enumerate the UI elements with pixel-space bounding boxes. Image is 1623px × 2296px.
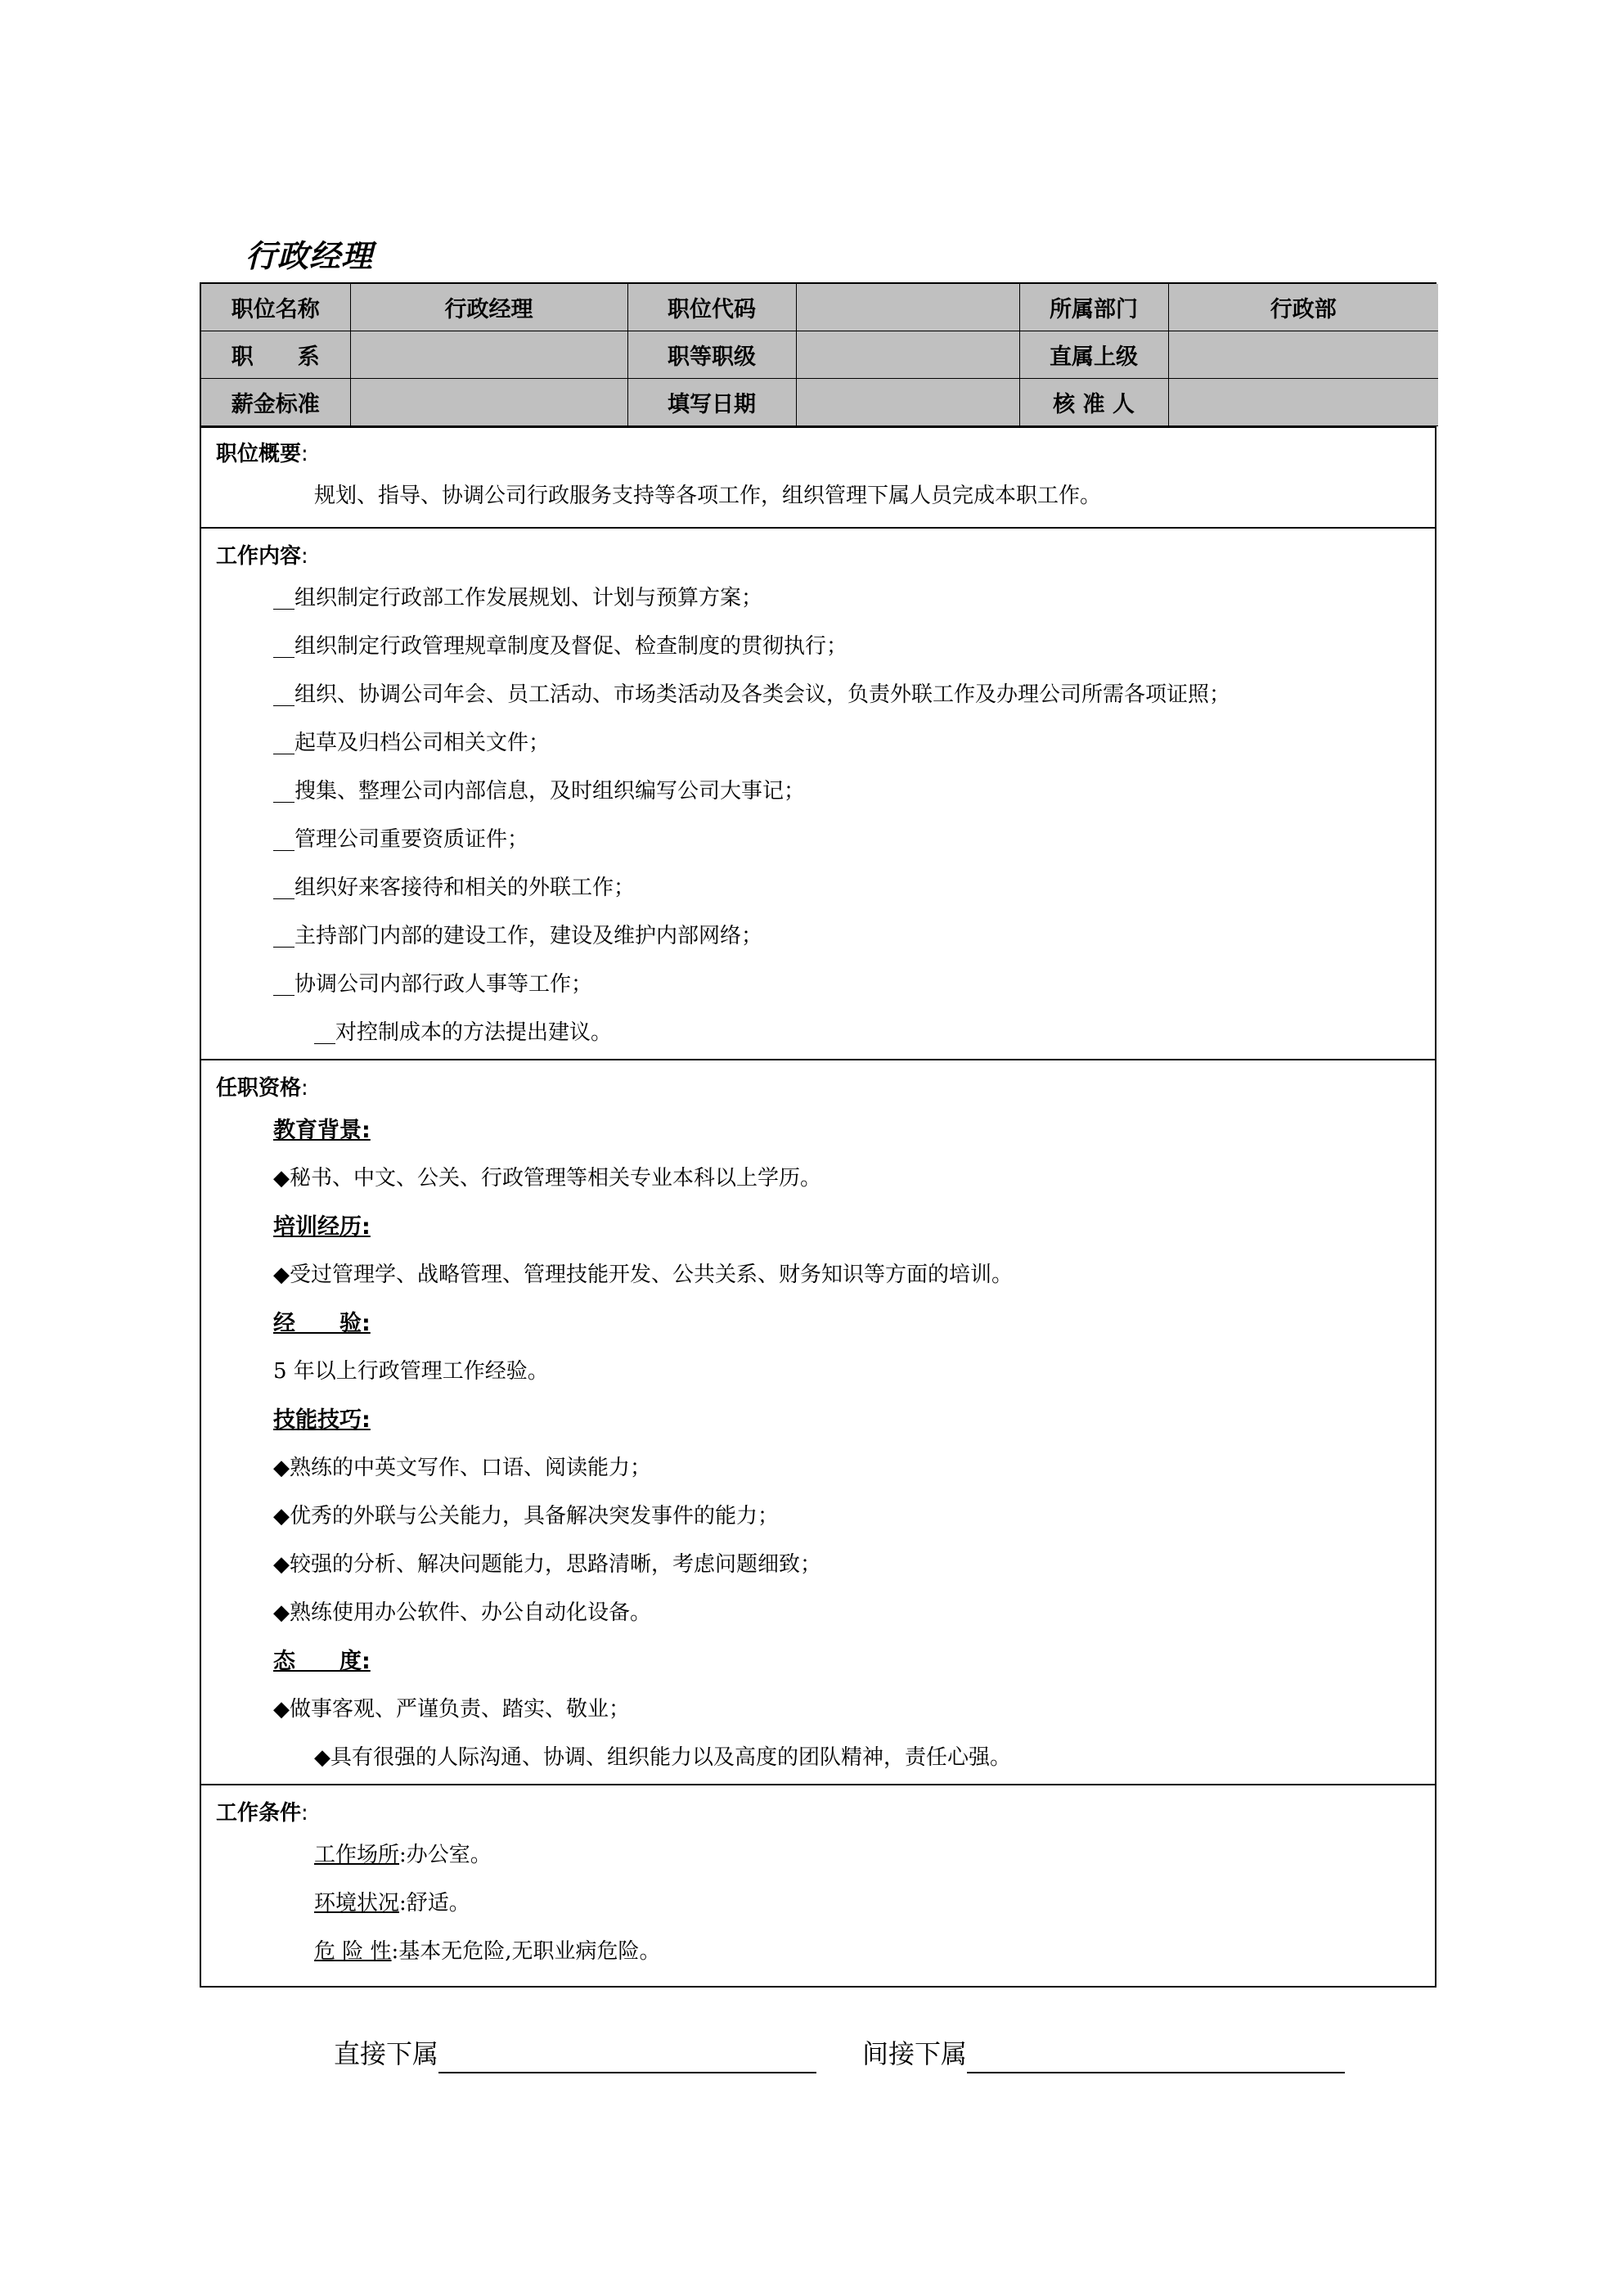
label-position-name: 职位名称 — [201, 284, 350, 331]
value-fill-date — [796, 379, 1019, 426]
value-supervisor — [1168, 331, 1438, 379]
condition-item: 工作场所:办公室。 — [314, 1843, 492, 1867]
header-row — [201, 284, 1438, 331]
condition-item: 环境状况:舒适。 — [314, 1891, 470, 1916]
education-text: ◆秘书、中文、公关、行政管理等相关专业本科以上学历。 — [273, 1166, 821, 1191]
attitude-item: ◆做事客观、严谨负责、踏实、敬业； — [273, 1697, 630, 1722]
section-title: 任职资格: — [216, 1076, 308, 1101]
label-approver: 核 准 人 — [1019, 379, 1168, 426]
training-text: ◆受过管理学、战略管理、管理技能开发、公共关系、财务知识等方面的培训。 — [273, 1263, 1013, 1287]
skill-item: ◆熟练的中英文写作、口语、阅读能力； — [273, 1456, 651, 1480]
duty-item: __起草及归档公司相关文件； — [273, 731, 551, 755]
value-department: 行政部 — [1168, 284, 1438, 331]
value-grade — [796, 331, 1019, 379]
duty-item: __管理公司重要资质证件； — [273, 827, 529, 852]
label-position-code: 职位代码 — [627, 284, 796, 331]
duty-item: __组织、协调公司年会、员工活动、市场类活动及各类会议，负责外联工作及办理公司所需各项证照； — [273, 682, 1231, 707]
label-fill-date: 填写日期 — [627, 379, 796, 426]
condition-item: 危 险 性:基本无危险,无职业病危险。 — [314, 1939, 661, 1964]
attitude-heading: 态 度: — [273, 1649, 371, 1674]
indirect-subordinates-field[interactable] — [967, 2039, 1345, 2073]
skill-item: ◆优秀的外联与公关能力，具备解决突发事件的能力； — [273, 1504, 779, 1528]
direct-subordinates-field[interactable] — [438, 2039, 816, 2073]
skill-item: ◆较强的分析、解决问题能力，思路清晰，考虑问题细致； — [273, 1552, 821, 1577]
label-department: 所属部门 — [1019, 284, 1168, 331]
training-heading: 培训经历: — [273, 1214, 371, 1240]
label-job-family: 职 系 — [201, 331, 350, 379]
section-title: 工作条件: — [216, 1801, 308, 1826]
indirect-subordinates-label: 间接下属 — [862, 2038, 968, 2069]
section-summary — [201, 426, 1435, 527]
label-grade: 职等职级 — [627, 331, 796, 379]
value-job-family — [350, 331, 627, 379]
skill-item: ◆熟练使用办公软件、办公自动化设备。 — [273, 1600, 651, 1625]
duty-item: __组织制定行政管理规章制度及督促、检查制度的贯彻执行； — [273, 634, 848, 659]
header-row — [201, 379, 1438, 426]
attitude-item: ◆具有很强的人际沟通、协调、组织能力以及高度的团队精神，责任心强。 — [314, 1745, 1011, 1770]
section-conditions — [201, 1784, 1435, 1986]
job-description-table — [200, 282, 1436, 1988]
section-qualifications — [201, 1059, 1435, 1784]
duty-item: __组织好来客接待和相关的外联工作； — [273, 876, 636, 900]
label-salary: 薪金标准 — [201, 379, 350, 426]
duty-item: __对控制成本的方法提出建议。 — [314, 1020, 613, 1045]
subordinates-footer — [334, 2029, 1345, 2078]
duty-item: __搜集、整理公司内部信息，及时组织编写公司大事记； — [273, 779, 806, 804]
value-position-code — [796, 284, 1019, 331]
value-approver — [1168, 379, 1438, 426]
duty-item: __组织制定行政部工作发展规划、计划与预算方案； — [273, 586, 763, 610]
value-position-name: 行政经理 — [350, 284, 627, 331]
summary-text: 规划、指导、协调公司行政服务支持等各项工作，组织管理下属人员完成本职工作。 — [314, 484, 1102, 508]
section-title: 职位概要: — [216, 442, 308, 466]
experience-heading: 经 验: — [273, 1311, 371, 1336]
experience-text: 5 年以上行政管理工作经验。 — [273, 1359, 549, 1384]
skills-heading: 技能技巧: — [273, 1407, 371, 1433]
direct-subordinates-label: 直接下属 — [334, 2038, 439, 2069]
header-row — [201, 331, 1438, 379]
duty-item: __主持部门内部的建设工作，建设及维护内部网络； — [273, 924, 763, 948]
duty-item: __协调公司内部行政人事等工作； — [273, 972, 593, 997]
header-grid — [201, 284, 1438, 426]
section-duties — [201, 527, 1435, 1059]
document-title: 行政经理 — [245, 238, 374, 274]
education-heading: 教育背景: — [273, 1118, 371, 1143]
label-supervisor: 直属上级 — [1019, 331, 1168, 379]
section-title: 工作内容: — [216, 544, 308, 569]
value-salary — [350, 379, 627, 426]
